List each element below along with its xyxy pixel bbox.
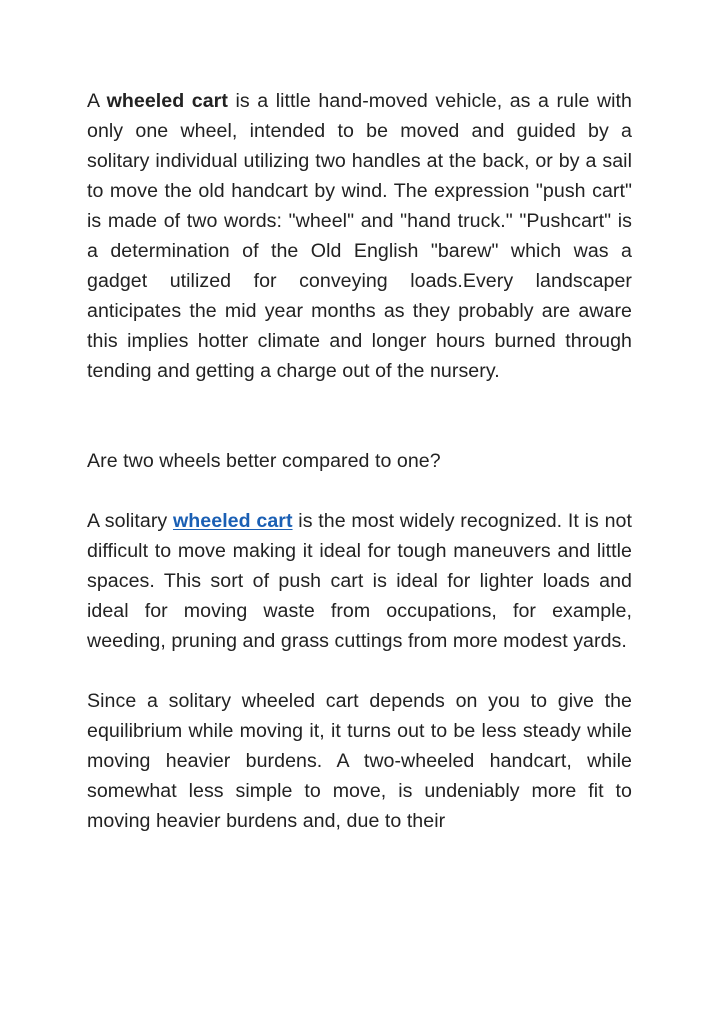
single-wheel-paragraph	[87, 506, 632, 656]
wheeled-cart-term: wheeled cart	[106, 90, 228, 112]
stability-paragraph: Since a solitary wheeled cart depends on you to give the equilibrium while moving it, it turns out to be less steady while moving heavier burdens. A two-wheeled handcart, while somewhat less simple to move, is undeniably more fit to moving heavier burdens and, due to their	[87, 690, 632, 832]
single-wheel-lead: A solitary	[87, 510, 173, 532]
single-wheel-body: is the most widely recognized. It is not difficult to move making it ideal for tough maneuvers and little spaces. This sort of push cart is ideal for lighter loads and ideal for moving waste from occupations, for example, weeding, pruning and grass cuttings from more modest yards.	[87, 510, 632, 652]
intro-paragraph	[87, 86, 632, 386]
intro-body: is a little hand-moved vehicle, as a rule with only one wheel, intended to be moved and guided by a solitary individual utilizing two handles at the back, or by a sail to move the old handcart by wind. The expression "push cart" is made of two words: "wheel" and "hand truck." "Pushcart" is a determination of the Old English "barew" which was a gadget utilized for conveying loads.Every landscaper anticipates the mid year months as they probably are aware this implies hotter climate and longer hours burned through tending and getting a charge out of the nursery.	[87, 90, 632, 382]
section-question: Are two wheels better compared to one?	[87, 450, 441, 472]
intro-lead: A	[87, 90, 107, 112]
document-page	[87, 86, 632, 836]
wheeled-cart-link[interactable]: wheeled cart	[172, 510, 293, 532]
